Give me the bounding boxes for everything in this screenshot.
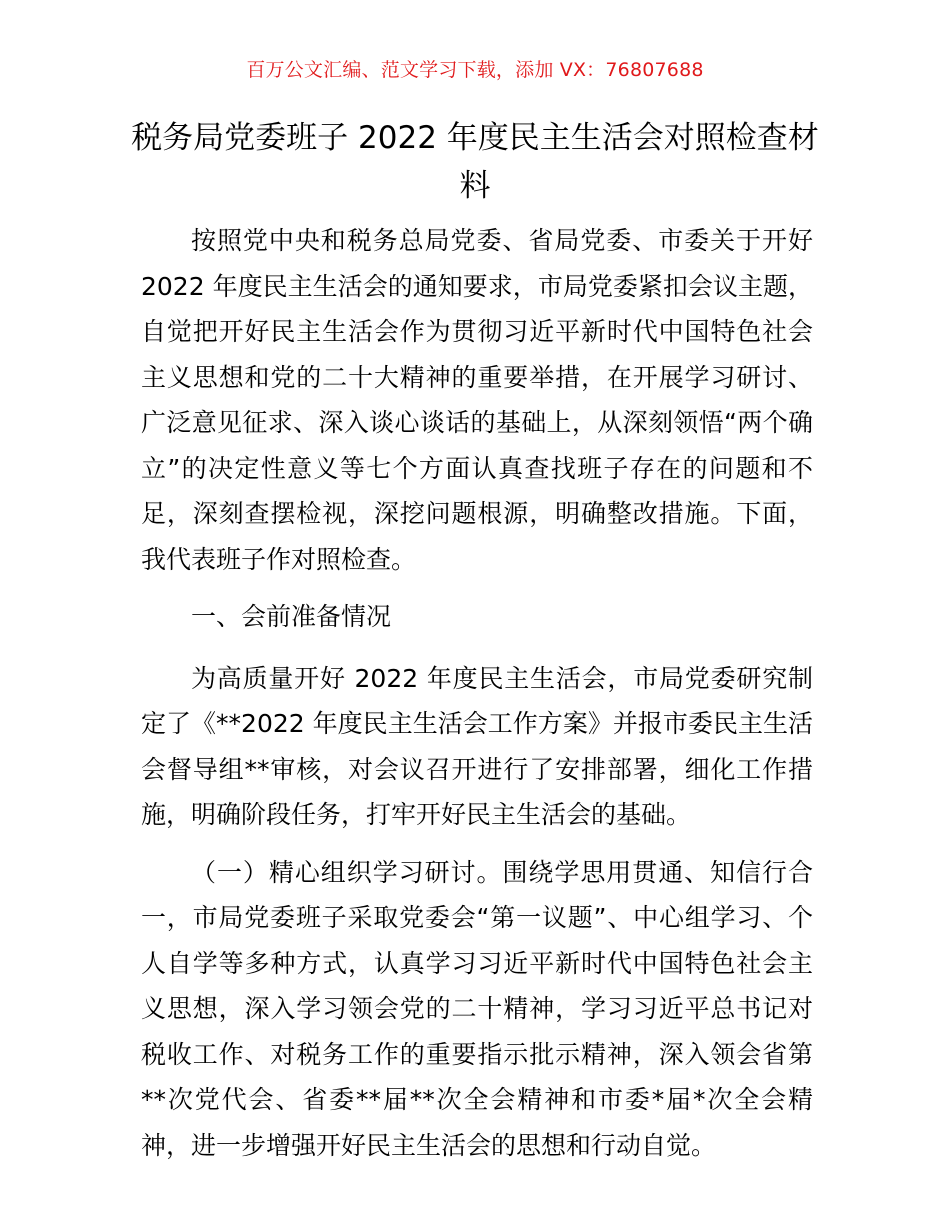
watermark-header: 百万公文汇编、范文学习下载，添加 VX：76807688: [246, 59, 704, 81]
paragraph-intro: 按照党中央和税务总局党委、省局党委、市委关于开好 2022 年度民主生活会的通知要求，市局党委紧扣会议主题，自觉把开好民主生活会作为贯彻习近平新时代中国特色社会主义思想和党的二十大精神的重要举措，在开展学习研讨、广泛意见征求、深入谈心谈话的基础上，从深刻领悟“两个确立”的决定性意义等七个方面认真查找班子存在的问题和不足，深刻查摆检视，深挖问题根源，明确整改措施。下面，我代表班子作对照检查。: [141, 226, 813, 574]
paragraph-preparation: 为高质量开好 2022 年度民主生活会，市局党委研究制定了《**2022 年度民主生活会工作方案》并报市委民主生活会督导组**审核，对会议召开进行了安排部署，细化工作措施，明确阶段任务，打牢开好民主生活会的基础。: [141, 663, 813, 829]
paragraph-study: （一）精心组织学习研讨。围绕学思用贯通、知信行合一，市局党委班子采取党委会“第一议题”、中心组学习、个人自学等多种方式，认真学习习近平新时代中国特色社会主义思想，深入学习领会党的二十精神，学习习近平总书记对税收工作、对税务工作的重要指示批示精神，深入领会省第**次党代会、省委**届**次全会精神和市委*届*次全会精神，进一步增强开好民主生活会的思想和行动自觉。: [141, 857, 813, 1160]
section-heading-1: 一、会前准备情况: [191, 602, 392, 631]
document-title: 税务局党委班子 2022 年度民主生活会对照检查材料: [131, 120, 819, 204]
document-body: [141, 218, 813, 1180]
